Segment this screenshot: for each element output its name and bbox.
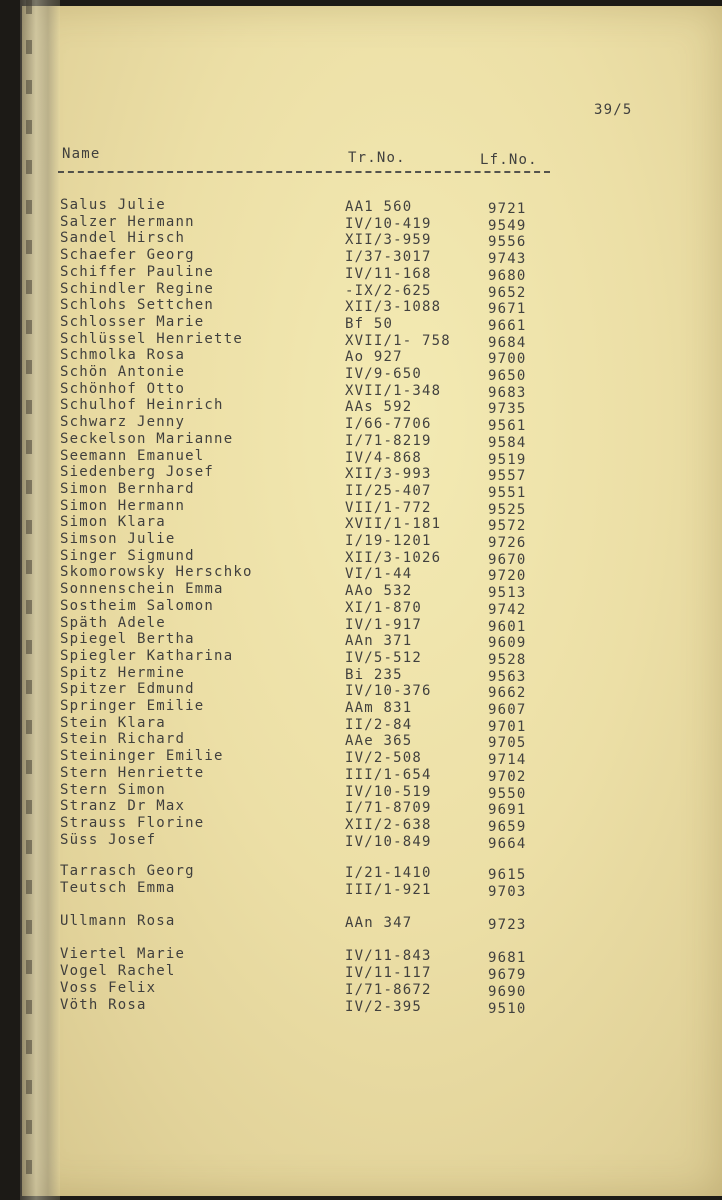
transport-number: IV/5-512 <box>345 649 423 666</box>
transport-number: IV/2-395 <box>345 999 423 1015</box>
transport-number: I/21-1410 <box>345 865 432 881</box>
person-name: Steininger Emilie <box>60 748 224 765</box>
transport-number: XVII/1-348 <box>345 382 442 399</box>
person-name: Stein Klara <box>60 714 166 731</box>
transport-number: XII/3-1088 <box>345 299 442 316</box>
person-name: Skomorowsky Herschko <box>60 564 253 581</box>
list-number: 9549 <box>488 217 527 234</box>
list-number: 9519 <box>488 451 527 468</box>
list-number: 9679 <box>488 967 527 983</box>
transport-number: I/66-7706 <box>345 416 432 433</box>
person-name: Stein Richard <box>60 731 186 748</box>
person-name: Schlüssel Henriette <box>60 330 243 347</box>
person-name: Strauss Florine <box>60 814 205 831</box>
transport-number: I/19-1201 <box>345 533 432 549</box>
list-number: 9680 <box>488 267 527 284</box>
person-name: Tarrasch Georg <box>60 863 195 879</box>
person-name: Simon Klara <box>60 514 166 531</box>
person-name: Teutsch Emma <box>60 880 176 896</box>
list-number: 9702 <box>488 768 527 785</box>
transport-number: IV/4-868 <box>345 449 423 466</box>
transport-number: VII/1-772 <box>345 499 432 516</box>
transport-number: XII/3-993 <box>345 466 432 483</box>
list-number: 9550 <box>488 785 527 802</box>
person-name: Salus Julie <box>60 197 166 213</box>
list-number: 9659 <box>488 818 527 835</box>
list-number: 9510 <box>488 1001 527 1017</box>
transport-number: XVII/1-181 <box>345 516 442 533</box>
list-number: 9690 <box>488 984 527 1000</box>
list-number: 9556 <box>488 234 527 251</box>
transport-number: XVII/1- 758 <box>345 332 451 349</box>
person-name: Spiegel Bertha <box>60 631 195 648</box>
person-name: Stern Henriette <box>60 764 205 781</box>
list-number: 9525 <box>488 501 527 518</box>
transport-number: AAe 365 <box>345 733 413 750</box>
transport-number: I/37-3017 <box>345 249 432 266</box>
person-name: Schindler Regine <box>60 280 215 297</box>
person-name: Seckelson Marianne <box>60 430 234 447</box>
transport-number: IV/10-376 <box>345 683 432 700</box>
transport-number: III/1-921 <box>345 882 432 898</box>
list-number: 9700 <box>488 351 527 368</box>
person-name: Süss Josef <box>60 831 157 848</box>
list-number: 9528 <box>488 651 527 668</box>
person-name: Schlosser Marie <box>60 313 205 330</box>
person-name: Simon Hermann <box>60 497 186 514</box>
list-number: 9671 <box>488 301 527 318</box>
column-header-tr-no: Tr.No. <box>348 150 406 166</box>
person-name: Voss Felix <box>60 980 157 996</box>
transport-number: IV/10-419 <box>345 215 432 232</box>
person-name: Schiffer Pauline <box>60 263 215 280</box>
transport-number: XII/3-1026 <box>345 549 442 566</box>
person-name: Vogel Rachel <box>60 963 176 979</box>
list-number: 9615 <box>488 867 527 883</box>
list-number: 9664 <box>488 835 527 852</box>
transport-number: I/71-8219 <box>345 432 432 449</box>
list-number: 9735 <box>488 401 527 418</box>
transport-number: IV/11-117 <box>345 965 432 981</box>
list-number: 9557 <box>488 468 527 485</box>
list-number: 9726 <box>488 535 527 551</box>
person-name: Sostheim Salomon <box>60 597 215 614</box>
transport-number: AAn 347 <box>345 915 413 931</box>
list-number: 9650 <box>488 368 527 384</box>
transport-number: XI/1-870 <box>345 599 423 616</box>
transport-number: IV/10-519 <box>345 783 432 800</box>
transport-number: IV/9-650 <box>345 366 423 382</box>
person-name: Schulhof Heinrich <box>60 397 224 414</box>
person-name: Viertel Marie <box>60 946 186 962</box>
list-number: 9607 <box>488 702 527 718</box>
list-number: 9714 <box>488 752 527 769</box>
transport-number: AAn 371 <box>345 633 413 650</box>
person-name: Seemann Emanuel <box>60 447 205 464</box>
person-name: Schön Antonie <box>60 364 186 380</box>
person-name: Spiegler Katharina <box>60 647 234 664</box>
column-header-name: Name <box>62 146 101 162</box>
person-name: Springer Emilie <box>60 698 205 714</box>
list-number: 9652 <box>488 284 527 301</box>
transport-number: -IX/2-625 <box>345 282 432 299</box>
person-name: Ullmann Rosa <box>60 913 176 929</box>
list-number: 9551 <box>488 484 527 501</box>
list-number: 9513 <box>488 585 527 602</box>
list-number: 9720 <box>488 568 527 585</box>
transport-number: Bi 235 <box>345 666 403 683</box>
list-number: 9670 <box>488 551 527 568</box>
person-name: Schmolka Rosa <box>60 347 186 364</box>
list-number: 9703 <box>488 884 527 900</box>
person-name: Simon Bernhard <box>60 480 195 497</box>
person-name: Simson Julie <box>60 531 176 547</box>
person-name: Schaefer Georg <box>60 247 195 264</box>
transport-number: Ao 927 <box>345 349 403 366</box>
tape-strip <box>20 0 60 1200</box>
person-name: Sonnenschein Emma <box>60 581 224 598</box>
page-number: 39/5 <box>594 102 633 118</box>
transport-number: IV/10-849 <box>345 833 432 850</box>
list-number: 9681 <box>488 950 527 966</box>
person-name: Salzer Hermann <box>60 213 195 230</box>
list-number: 9743 <box>488 251 527 268</box>
person-name: Späth Adele <box>60 614 166 631</box>
list-number: 9601 <box>488 618 527 635</box>
list-number: 9683 <box>488 384 527 401</box>
transport-number: IV/2-508 <box>345 750 423 767</box>
person-name: Schönhof Otto <box>60 380 186 397</box>
person-name: Vöth Rosa <box>60 997 147 1013</box>
person-name: Schlohs Settchen <box>60 297 215 314</box>
transport-number: IV/11-168 <box>345 265 432 282</box>
column-header-lf-no: Lf.No. <box>480 152 538 168</box>
person-name: Schwarz Jenny <box>60 414 186 431</box>
transport-number: II/25-407 <box>345 482 432 499</box>
transport-number: XII/2-638 <box>345 816 432 833</box>
transport-number: IV/11-843 <box>345 948 432 964</box>
transport-number: AAs 592 <box>345 399 413 416</box>
person-name: Spitz Hermine <box>60 664 186 681</box>
transport-number: AA1 560 <box>345 199 413 215</box>
list-number: 9742 <box>488 601 527 618</box>
transport-number: Bf 50 <box>345 315 394 332</box>
header-divider <box>58 171 550 173</box>
transport-number: AAm 831 <box>345 700 413 716</box>
person-name: Stern Simon <box>60 781 166 798</box>
transport-number: VI/1-44 <box>345 566 413 583</box>
list-number: 9572 <box>488 518 527 535</box>
transport-number: I/71-8709 <box>345 800 432 817</box>
list-number: 9705 <box>488 735 527 752</box>
list-number: 9662 <box>488 685 527 702</box>
list-number: 9609 <box>488 635 527 652</box>
list-number: 9584 <box>488 434 527 451</box>
transport-number: I/71-8672 <box>345 982 432 998</box>
list-number: 9701 <box>488 718 527 735</box>
person-name: Stranz Dr Max <box>60 798 186 815</box>
list-number: 9691 <box>488 802 527 819</box>
list-number: 9661 <box>488 317 527 334</box>
transport-number: III/1-654 <box>345 766 432 783</box>
transport-number: XII/3-959 <box>345 232 432 249</box>
person-name: Sandel Hirsch <box>60 230 186 247</box>
person-name: Spitzer Edmund <box>60 681 195 698</box>
transport-number: II/2-84 <box>345 716 413 733</box>
list-number: 9561 <box>488 418 527 435</box>
person-name: Singer Sigmund <box>60 547 195 564</box>
transport-number: IV/1-917 <box>345 616 423 633</box>
list-number: 9563 <box>488 668 527 685</box>
list-number: 9721 <box>488 201 527 217</box>
list-number: 9684 <box>488 334 527 351</box>
list-number: 9723 <box>488 917 527 933</box>
transport-number: AAo 532 <box>345 583 413 600</box>
person-name: Siedenberg Josef <box>60 464 215 481</box>
